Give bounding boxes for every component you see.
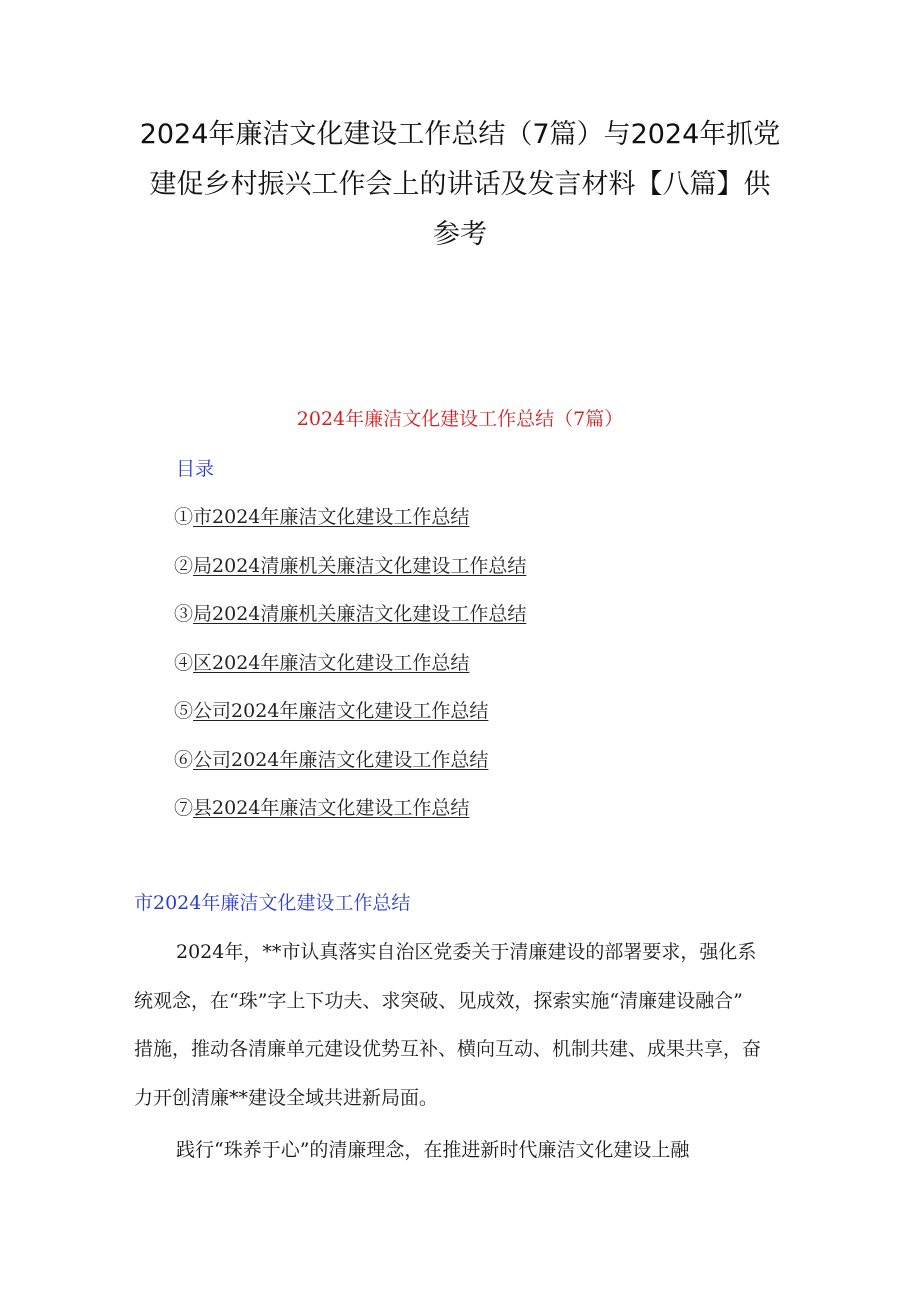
toc-item bbox=[174, 599, 526, 648]
paragraph-line: 措施，推动各清廉单元建设优势互补、横向互动、机制共建、成果共享，奋 bbox=[134, 1038, 762, 1060]
toc-link[interactable]: 公司2024年廉洁文化建设工作总结 bbox=[193, 748, 489, 771]
toc-item bbox=[174, 551, 526, 600]
toc-link[interactable]: 局2024清廉机关廉洁文化建设工作总结 bbox=[193, 554, 527, 577]
toc-item bbox=[174, 793, 526, 842]
toc-item-number: ⑤ bbox=[174, 700, 194, 722]
title-line: 参考 bbox=[433, 219, 487, 250]
toc-item-number: ③ bbox=[174, 603, 194, 625]
toc-item bbox=[174, 696, 526, 745]
paragraph-line: 统观念，在“珠”字上下功夫、求突破、见成效，探索实施“清廉建设融合” bbox=[134, 989, 743, 1012]
toc-link[interactable]: 县2024年廉洁文化建设工作总结 bbox=[193, 797, 470, 819]
toc-label: 目录 bbox=[176, 458, 215, 480]
toc-item-number: ① bbox=[174, 506, 194, 528]
article-heading: 市2024年廉洁文化建设工作总结 bbox=[134, 892, 411, 914]
body-paragraph bbox=[134, 928, 806, 1122]
toc-item bbox=[174, 502, 526, 551]
document-title bbox=[0, 110, 920, 260]
title-line: 2024年廉洁文化建设工作总结（7篇）与2024年抓党 bbox=[139, 119, 781, 150]
toc-item bbox=[174, 745, 526, 794]
paragraph-line: 力开创清廉**建设全域共进新局面。 bbox=[134, 1086, 439, 1109]
paragraph-line: 践行“珠养于心”的清廉理念，在推进新时代廉洁文化建设上融 bbox=[176, 1139, 690, 1161]
section-heading: 2024年廉洁文化建设工作总结（7篇） bbox=[296, 408, 624, 430]
toc-link[interactable]: 区2024年廉洁文化建设工作总结 bbox=[193, 651, 470, 674]
toc-item bbox=[174, 648, 526, 697]
toc-item-number: ② bbox=[174, 554, 194, 577]
toc-item-number: ④ bbox=[174, 651, 194, 674]
paragraph-line: 2024年，**市认真落实自治区党委关于清廉建设的部署要求，强化系 bbox=[176, 941, 757, 963]
toc-link[interactable]: 公司2024年廉洁文化建设工作总结 bbox=[193, 700, 489, 722]
toc-item-number: ⑦ bbox=[174, 797, 194, 819]
toc-link[interactable]: 局2024清廉机关廉洁文化建设工作总结 bbox=[193, 603, 527, 625]
table-of-contents bbox=[174, 502, 526, 842]
toc-link[interactable]: 市2024年廉洁文化建设工作总结 bbox=[193, 506, 470, 528]
toc-item-number: ⑥ bbox=[174, 748, 194, 771]
title-line: 建促乡村振兴工作会上的讲话及发言材料【八篇】供 bbox=[149, 169, 771, 200]
body-paragraph bbox=[134, 1126, 806, 1175]
